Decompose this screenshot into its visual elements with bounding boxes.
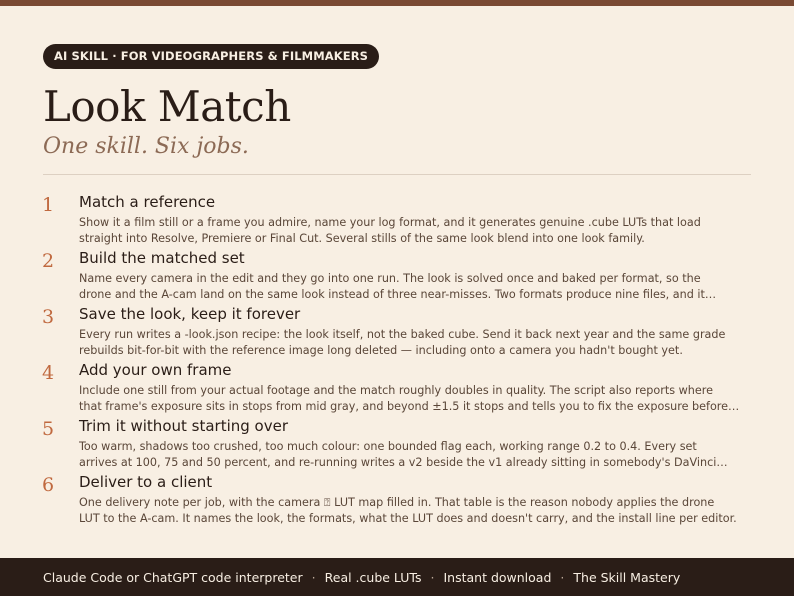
page-subtitle: One skill. Six jobs. bbox=[43, 134, 249, 159]
job-description-line: Every run writes a -look.json recipe: the look itself, not the baked cube. Send it back next year and the same grade bbox=[79, 328, 726, 341]
footer-bar bbox=[0, 558, 794, 596]
job-title: Add your own frame bbox=[79, 361, 232, 379]
top-accent-bar bbox=[0, 0, 794, 6]
job-description bbox=[79, 271, 759, 303]
footer-item: Claude Code or ChatGPT code interpreter bbox=[43, 569, 303, 585]
footer-separator: · bbox=[430, 569, 435, 585]
job-description-line: straight into Resolve, Premiere or Final Cut. Several stills of the same look blend into one look family. bbox=[79, 232, 645, 245]
job-description bbox=[79, 215, 759, 247]
job-description-line: rebuilds bit-for-bit with the reference image long deleted — including onto a camera you hadn't bought yet. bbox=[79, 344, 683, 357]
job-title: Match a reference bbox=[79, 193, 216, 211]
footer-separator: · bbox=[560, 569, 565, 585]
job-title: Build the matched set bbox=[79, 249, 245, 267]
job-description-line: One delivery note per job, with the camera ⍰ LUT map filled in. That table is the reason nobody applies the drone bbox=[79, 496, 715, 509]
job-description-line: drone and the A-cam land on the same look instead of three near-misses. Two formats produce nine files, and it… bbox=[79, 288, 717, 301]
page-title: Look Match bbox=[43, 82, 291, 131]
job-description-line: Too warm, shadows too crushed, too much colour: one bounded flag each, working range 0.2 to 0.4. Every set bbox=[79, 440, 697, 453]
footer-item: The Skill Mastery bbox=[573, 569, 681, 585]
title-divider bbox=[43, 174, 751, 175]
job-description bbox=[79, 495, 759, 527]
job-number: 2 bbox=[42, 250, 55, 272]
job-title: Deliver to a client bbox=[79, 473, 213, 491]
job-description bbox=[79, 327, 759, 359]
footer-item: Real .cube LUTs bbox=[324, 569, 422, 585]
category-badge: AI SKILL · FOR VIDEOGRAPHERS & FILMMAKERS bbox=[43, 44, 379, 69]
footer-separator: · bbox=[311, 569, 316, 585]
job-description-line: LUT to the A-cam. It names the look, the formats, what the LUT does and doesn't carry, and the install line per editor. bbox=[79, 512, 737, 525]
job-title: Trim it without starting over bbox=[79, 417, 288, 435]
job-description-line: Name every camera in the edit and they go into one run. The look is solved once and baked per format, so the bbox=[79, 272, 701, 285]
job-description-line: Include one still from your actual footage and the match roughly doubles in quality. The script also reports where bbox=[79, 384, 713, 397]
job-description-line: that frame's exposure sits in stops from mid gray, and beyond ±1.5 it stops and tells you to fix the exposure before… bbox=[79, 400, 740, 413]
job-description bbox=[79, 383, 759, 415]
job-description bbox=[79, 439, 759, 471]
job-number: 5 bbox=[42, 418, 55, 440]
job-description-line: Show it a film still or a frame you admire, name your log format, and it generates genuine .cube LUTs that load bbox=[79, 216, 701, 229]
job-number: 4 bbox=[42, 362, 55, 384]
footer-item: Instant download bbox=[443, 569, 552, 585]
job-number: 3 bbox=[42, 306, 55, 328]
job-title: Save the look, keep it forever bbox=[79, 305, 301, 323]
job-number: 1 bbox=[42, 194, 55, 216]
job-number: 6 bbox=[42, 474, 55, 496]
job-description-line: arrives at 100, 75 and 50 percent, and re-running writes a v2 beside the v1 already sitting in somebody's DaVinci… bbox=[79, 456, 728, 469]
